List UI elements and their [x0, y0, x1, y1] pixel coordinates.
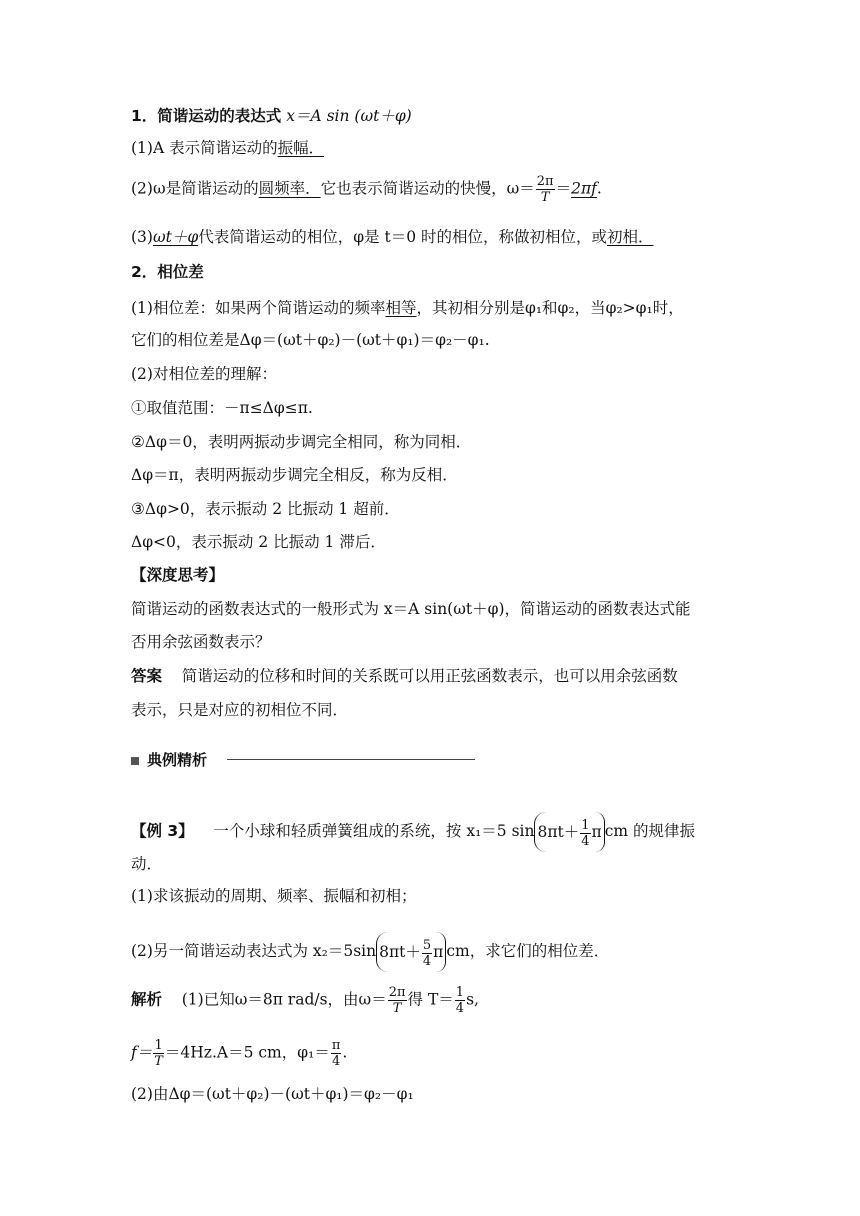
- example-l1-in-pre: 8πt＋: [537, 823, 580, 841]
- example-l1-post: cm 的规律振: [604, 822, 696, 840]
- think-answer-label: 答案: [131, 667, 163, 685]
- s1-p2-end: .: [596, 179, 602, 198]
- think-heading: 【深度思考】: [131, 566, 225, 584]
- example-l1-in-post: π: [591, 823, 602, 841]
- s1-p2-mid: 它也表示简谐运动的快慢，ω＝: [320, 179, 535, 198]
- solution-s2-num2: π: [331, 1038, 341, 1053]
- s2-p4: ②Δφ＝0，表明两振动步调完全相同，称为同相．: [131, 433, 472, 451]
- s1-heading: 1．简谐运动的表达式: [131, 107, 282, 125]
- s2-p1a-text: (1)相位差：如果两个简谐运动的频率: [131, 299, 386, 317]
- s1-p1-underlined: 振幅．: [277, 139, 325, 157]
- solution-s2-end: .: [342, 1043, 348, 1062]
- section-title: 典例精析: [147, 751, 208, 769]
- s2-p1b: 它们的相位差是Δφ＝(ωt＋φ₂)－(ωt＋φ₁)＝φ₂－φ₁.: [131, 331, 490, 349]
- solution-s1-den2: 4: [455, 1001, 465, 1016]
- s1-p1-text: (1)A 表示简谐运动的: [131, 139, 278, 157]
- example-q2-num: 5: [422, 937, 432, 953]
- s1-p3-underlined2: 初相．: [607, 228, 654, 246]
- s1-heading-formula: x＝A sin (ωt＋φ): [286, 107, 412, 125]
- s1-p1: [131, 138, 324, 158]
- solution-s1-fraction: [388, 985, 407, 1016]
- example-l1-fraction: [580, 818, 590, 849]
- example-l1-paren: [534, 812, 604, 852]
- solution-s2-den: T: [154, 1054, 163, 1069]
- solution-s1-fraction2: [455, 985, 465, 1016]
- solution-s2-mid: ＝4Hz.A＝5 cm，φ₁＝: [164, 1043, 330, 1062]
- solution-s1-num: 2π: [388, 985, 406, 1000]
- s1-p2: [131, 174, 602, 205]
- think-a1: 简谐运动的位移和时间的关系既可以用正弦函数表示，也可以用余弦函数: [181, 667, 678, 685]
- example-q2-fraction: [422, 938, 432, 969]
- example-l1-text: 一个小球和轻质弹簧组成的系统，按 x₁＝5 sin: [213, 822, 535, 840]
- solution-s2-den2: 4: [331, 1054, 341, 1069]
- solution-s1-den: T: [392, 1001, 402, 1016]
- example-q2-text: (2)另一简谐运动表达式为 x₂＝5sin: [131, 942, 377, 960]
- section-title-block: [131, 749, 207, 770]
- s1-heading-line: [131, 106, 412, 126]
- s1-p3-mid: 代表简谐运动的相位，φ是 t＝0 时的相位，称做初相位，或: [198, 228, 608, 246]
- example-q2-in-post: π: [433, 943, 444, 961]
- example-q2-in-pre: 8πt＋: [379, 943, 421, 961]
- example-l1-num: 1: [581, 817, 590, 833]
- s1-p2-den: T: [540, 190, 550, 205]
- think-answer-line1: [131, 666, 678, 686]
- square-bullet-icon: [131, 757, 139, 765]
- s2-p1a-underlined: 相等: [385, 299, 417, 317]
- example-l2: 动．: [131, 855, 163, 873]
- example-q2-paren: [376, 932, 446, 972]
- solution-s2-pre: f＝: [131, 1043, 153, 1062]
- s1-p2-underlined2: 2πf: [571, 179, 597, 198]
- think-q1: 简谐运动的函数表达式的一般形式为 x＝A sin(ωt＋φ)，简谐运动的函数表达式能: [131, 600, 691, 618]
- solution-s1-num2: 1: [455, 985, 465, 1000]
- s1-p2-text: (2)ω是简谐运动的: [131, 179, 259, 198]
- s2-p1a-end: ，其初相分别是φ₁和φ₂，当φ₂>φ₁时，: [416, 299, 684, 317]
- solution-s2-fraction2: [331, 1038, 342, 1069]
- example-line1: [131, 812, 695, 852]
- solution-s1-end: s,: [466, 990, 479, 1009]
- example-label: 【例 3】: [131, 822, 194, 840]
- solution-s2-num: 1: [154, 1038, 163, 1053]
- s2-p2: (2)对相位差的理解：: [131, 365, 277, 383]
- solution-s3: (2)由Δφ＝(ωt＋φ₂)－(ωt＋φ₁)＝φ₂－φ₁: [131, 1085, 414, 1103]
- s1-p2-eq: ＝: [555, 179, 572, 198]
- example-l1-den: 4: [581, 833, 590, 849]
- s1-p3-underlined: ωt＋φ: [152, 228, 199, 246]
- think-q2: 否用余弦函数表示？: [131, 633, 271, 651]
- s1-p2-num: 2π: [536, 174, 554, 189]
- solution-line2: [131, 1038, 347, 1069]
- s1-p2-underlined: 圆频率．: [258, 179, 321, 198]
- think-a2: 表示，只是对应的初相位不同．: [131, 701, 349, 719]
- example-q2: [131, 932, 609, 972]
- section-divider: [227, 759, 475, 760]
- s2-p3: ①取值范围：－π≤Δφ≤π.: [131, 399, 313, 417]
- s1-p3: (3)ωt＋φ代表简谐运动的相位，φ是 t＝0 时的相位，称做初相位，或初相．: [131, 228, 654, 246]
- s2-p7: Δφ<0，表示振动 2 比振动 1 滞后．: [131, 533, 386, 551]
- solution-line1: [131, 985, 479, 1016]
- s2-p6: ③Δφ>0，表示振动 2 比振动 1 超前．: [131, 500, 400, 518]
- s2-p5: Δφ＝π，表明两振动步调完全相反，称为反相．: [131, 466, 458, 484]
- s2-heading: 2．相位差: [131, 263, 204, 281]
- s1-p2-fraction: [536, 174, 555, 205]
- example-q1: (1)求该振动的周期、频率、振幅和初相；: [131, 887, 417, 905]
- solution-label: 解析: [131, 990, 163, 1009]
- solution-s1-pre: (1)已知ω＝8π rad/s，由ω＝: [181, 990, 387, 1009]
- example-q2-post: cm，求它们的相位差．: [446, 942, 610, 960]
- solution-s1-mid: 得 T＝: [407, 990, 454, 1009]
- s2-p1a: [131, 298, 684, 318]
- solution-s2-fraction: [153, 1038, 164, 1069]
- example-q2-den: 4: [422, 953, 432, 969]
